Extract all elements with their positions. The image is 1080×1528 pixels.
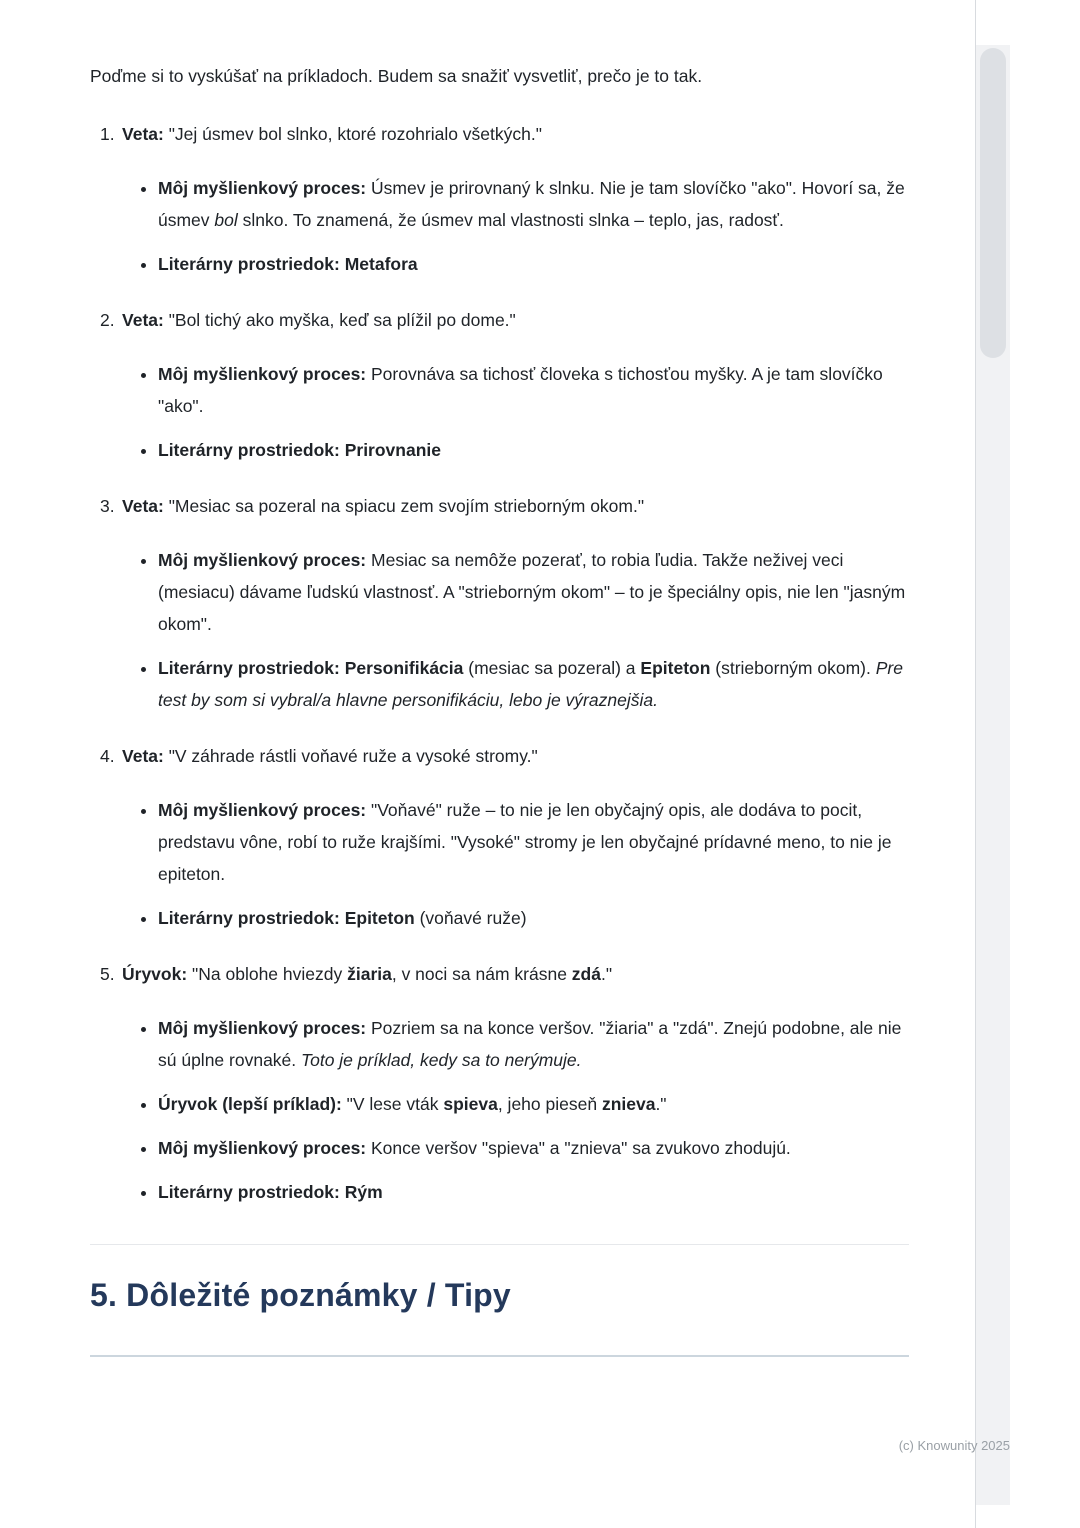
text-segment: Úsmev je prirovnaný k slnku. Nie je tam slovíčko "ako". Hovorí sa, že úsmev: [158, 178, 905, 230]
example-5-head: [90, 958, 909, 990]
text-segment: Veta:: [122, 496, 164, 516]
bullet-item: [158, 1132, 909, 1164]
section-divider: [90, 1244, 909, 1245]
text-segment: Literárny prostriedok: Rým: [158, 1182, 383, 1202]
text-segment: "Mesiac sa pozeral na spiacu zem svojím strieborným okom.": [163, 496, 645, 516]
example-3-head: [90, 490, 909, 522]
text-segment: Môj myšlienkový proces:: [158, 178, 367, 198]
text-segment: , v noci sa nám krásne: [391, 964, 572, 984]
example-3-bullets: [90, 544, 909, 716]
example-sentence: [122, 740, 909, 772]
text-segment: .": [655, 1094, 667, 1114]
text-segment: Epiteton: [640, 658, 711, 678]
text-segment: Literárny prostriedok: Metafora: [158, 254, 418, 274]
text-segment: znieva: [601, 1094, 656, 1114]
bullet-item: [158, 434, 909, 466]
text-segment: Môj myšlienkový proces:: [158, 800, 367, 820]
text-segment: Toto je príklad, kedy sa to nerýmuje.: [301, 1050, 582, 1070]
example-5-bullets: [90, 1012, 909, 1208]
scrollbar-thumb[interactable]: [980, 48, 1006, 358]
text-segment: "Na oblohe hviezdy: [187, 964, 348, 984]
text-segment: Môj myšlienkový proces:: [158, 364, 367, 384]
text-segment: (strieborným okom).: [710, 658, 876, 678]
bullet-item: [158, 1088, 909, 1120]
example-number: 4.: [100, 746, 115, 766]
text-segment: spieva: [443, 1094, 498, 1114]
watermark: (c) Knowunity 2025: [898, 1438, 1010, 1453]
text-segment: Poďme si to vyskúšať na príkladoch. Budem sa snažiť vysvetliť, prečo je to tak.: [90, 66, 703, 86]
text-segment: Pre test by som si vybral/a hlavne personifikáciu, lebo je výraznejšia.: [158, 658, 903, 710]
bullet-item: [158, 794, 909, 890]
text-segment: Literárny prostriedok: Epiteton: [158, 908, 415, 928]
example-1-bullets: [90, 172, 909, 280]
text-segment: "Bol tichý ako myška, keď sa plížil po dome.": [163, 310, 516, 330]
section-heading: 5. Dôležité poznámky / Tipy: [90, 1277, 511, 1313]
text-segment: "V záhrade rástli voňavé ruže a vysoké stromy.": [163, 746, 538, 766]
bullet-item: [158, 172, 909, 236]
example-sentence: [122, 490, 909, 522]
bullet-item: [158, 358, 909, 422]
example-number: 2.: [100, 310, 115, 330]
bullet-item: [158, 1012, 909, 1076]
text-segment: Konce veršov "spieva" a "znieva" sa zvukovo zhodujú.: [366, 1138, 791, 1158]
text-segment: , jeho pieseň: [497, 1094, 602, 1114]
text-segment: Veta:: [122, 124, 164, 144]
example-number: 5.: [100, 964, 115, 984]
example-number: 3.: [100, 496, 115, 516]
example-2-head: [90, 304, 909, 336]
example-sentence: [122, 118, 909, 150]
text-segment: Veta:: [122, 746, 164, 766]
bullet-item: [158, 248, 909, 280]
text-segment: Úryvok:: [122, 964, 188, 984]
bottom-divider: [90, 1355, 909, 1357]
text-segment: (voňavé ruže): [414, 908, 527, 928]
example-3: [90, 490, 909, 716]
text-segment: Literárny prostriedok: Personifikácia: [158, 658, 464, 678]
example-1-head: [90, 118, 909, 150]
bullet-item: [158, 544, 909, 640]
bullet-item: [158, 902, 909, 934]
text-segment: Porovnáva sa tichosť človeka s tichosťou myšky. A je tam slovíčko "ako".: [158, 364, 883, 416]
text-segment: "Jej úsmev bol slnko, ktoré rozohrialo všetkých.": [163, 124, 542, 144]
text-segment: Literárny prostriedok: Prirovnanie: [158, 440, 441, 460]
text-segment: Mesiac sa nemôže pozerať, to robia ľudia. Takže neživej veci (mesiacu) dávame ľudskú vlastnosť. A "strieborným okom" – to je špeciálny opis, nie len "jasným okom".: [158, 550, 906, 634]
example-4-head: [90, 740, 909, 772]
example-4-bullets: [90, 794, 909, 934]
text-segment: Úryvok (lepší príklad):: [158, 1094, 342, 1114]
example-5: [90, 958, 909, 1208]
text-segment: (mesiac sa pozeral) a: [463, 658, 641, 678]
intro-paragraph: [90, 60, 909, 92]
text-segment: zdá: [571, 964, 601, 984]
example-sentence: [122, 304, 909, 336]
example-2: [90, 304, 909, 466]
example-sentence: [122, 958, 909, 990]
example-2-bullets: [90, 358, 909, 466]
text-segment: Môj myšlienkový proces:: [158, 550, 367, 570]
text-segment: Veta:: [122, 310, 164, 330]
text-segment: bol: [214, 210, 238, 230]
example-number: 1.: [100, 124, 115, 144]
text-segment: žiaria: [347, 964, 392, 984]
text-segment: "V lese vták: [341, 1094, 444, 1114]
text-segment: Pozriem sa na konce veršov. "žiaria" a "zdá". Znejú podobne, ale nie sú úplne rovnaké.: [158, 1018, 902, 1070]
text-segment: Môj myšlienkový proces:: [158, 1138, 367, 1158]
text-segment: "Voňavé" ruže – to nie je len obyčajný opis, ale dodáva to pocit, predstavu vône, robí to ruže krajšími. "Vysoké" stromy je len obyčajné prídavné meno, to nie je epiteton.: [158, 800, 892, 884]
text-segment: .": [600, 964, 613, 984]
scrollbar-track[interactable]: [976, 45, 1010, 1505]
example-1: [90, 118, 909, 280]
bullet-item: [158, 652, 909, 716]
text-segment: Môj myšlienkový proces:: [158, 1018, 367, 1038]
example-4: [90, 740, 909, 934]
text-segment: slnko. To znamená, že úsmev mal vlastnosti slnka – teplo, jas, radosť.: [237, 210, 784, 230]
bullet-item: [158, 1176, 909, 1208]
